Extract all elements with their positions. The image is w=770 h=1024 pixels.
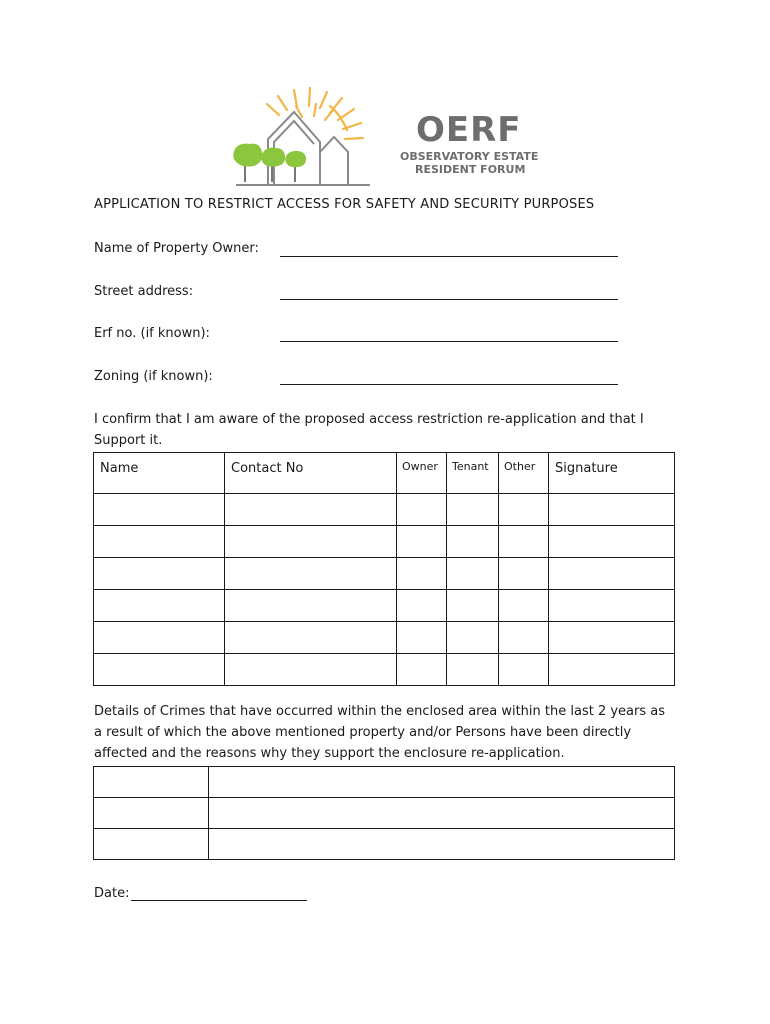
header-owner: Owner	[397, 453, 447, 494]
cell-tenant[interactable]	[447, 654, 499, 686]
cell-signature[interactable]	[549, 558, 675, 590]
cell-contact[interactable]	[225, 654, 397, 686]
date-input-line[interactable]	[131, 887, 307, 901]
cell-contact[interactable]	[225, 558, 397, 590]
logo-line2: RESIDENT FORUM	[415, 163, 526, 176]
cell-tenant[interactable]	[447, 590, 499, 622]
table-row	[94, 767, 675, 798]
crime-cell-left[interactable]	[94, 829, 209, 860]
cell-name[interactable]	[94, 526, 225, 558]
crime-cell-right[interactable]	[209, 767, 675, 798]
table-row	[94, 494, 675, 526]
crime-cell-right[interactable]	[209, 829, 675, 860]
cell-owner[interactable]	[397, 494, 447, 526]
logo-text	[400, 110, 538, 176]
crimes-statement: Details of Crimes that have occurred within the enclosed area within the last 2 years as a result of which the above mentioned property and/or Persons have been directly affected and the reasons why they support the enclosure re-application.	[94, 704, 665, 761]
cell-name[interactable]	[94, 654, 225, 686]
table-row	[94, 590, 675, 622]
table-row	[94, 558, 675, 590]
sun-icon	[267, 88, 363, 139]
cell-signature[interactable]	[549, 526, 675, 558]
cell-other[interactable]	[499, 526, 549, 558]
logo-name: OERF	[416, 110, 522, 150]
erf-label: Erf no. (if known):	[94, 326, 210, 341]
cell-other[interactable]	[499, 622, 549, 654]
table-row	[94, 798, 675, 829]
table-row	[94, 654, 675, 686]
date-label: Date:	[94, 886, 130, 901]
table-row	[94, 829, 675, 860]
cell-other[interactable]	[499, 494, 549, 526]
cell-contact[interactable]	[225, 590, 397, 622]
street-input-line[interactable]	[280, 284, 618, 300]
cell-name[interactable]	[94, 494, 225, 526]
header-contact: Contact No	[225, 453, 397, 494]
cell-owner[interactable]	[397, 526, 447, 558]
support-table-header	[94, 453, 675, 494]
crime-cell-left[interactable]	[94, 798, 209, 829]
cell-owner[interactable]	[397, 622, 447, 654]
zoning-label: Zoning (if known):	[94, 369, 213, 384]
oerf-logo	[230, 84, 550, 192]
cell-signature[interactable]	[549, 494, 675, 526]
cell-contact[interactable]	[225, 526, 397, 558]
cell-tenant[interactable]	[447, 558, 499, 590]
cell-tenant[interactable]	[447, 526, 499, 558]
form-title: APPLICATION TO RESTRICT ACCESS FOR SAFETY AND SECURITY PURPOSES	[94, 197, 595, 212]
owner-input-line[interactable]	[280, 241, 618, 257]
cell-tenant[interactable]	[447, 622, 499, 654]
header-signature: Signature	[549, 453, 675, 494]
street-label: Street address:	[94, 284, 194, 299]
cell-name[interactable]	[94, 622, 225, 654]
cell-other[interactable]	[499, 558, 549, 590]
crime-cell-right[interactable]	[209, 798, 675, 829]
cell-contact[interactable]	[225, 622, 397, 654]
crimes-table	[93, 766, 675, 860]
logo-graphic	[230, 84, 380, 192]
support-table	[93, 452, 675, 686]
confirm-statement: I confirm that I am aware of the proposed access restriction re-application and that I Support it.	[94, 412, 644, 448]
erf-input-line[interactable]	[280, 326, 618, 342]
owner-label: Name of Property Owner:	[94, 241, 259, 256]
header-other: Other	[499, 453, 549, 494]
table-row	[94, 526, 675, 558]
date-field[interactable]	[94, 886, 307, 901]
cell-tenant[interactable]	[447, 494, 499, 526]
logo-line1: OBSERVATORY ESTATE	[400, 150, 539, 163]
cell-owner[interactable]	[397, 590, 447, 622]
table-row	[94, 622, 675, 654]
zoning-input-line[interactable]	[280, 369, 618, 385]
cell-name[interactable]	[94, 590, 225, 622]
cell-signature[interactable]	[549, 590, 675, 622]
cell-contact[interactable]	[225, 494, 397, 526]
tree-icon	[233, 144, 306, 182]
cell-name[interactable]	[94, 558, 225, 590]
cell-owner[interactable]	[397, 558, 447, 590]
cell-owner[interactable]	[397, 654, 447, 686]
crime-cell-left[interactable]	[94, 767, 209, 798]
cell-signature[interactable]	[549, 622, 675, 654]
cell-other[interactable]	[499, 654, 549, 686]
cell-other[interactable]	[499, 590, 549, 622]
header-tenant: Tenant	[447, 453, 499, 494]
cell-signature[interactable]	[549, 654, 675, 686]
header-name: Name	[94, 453, 225, 494]
